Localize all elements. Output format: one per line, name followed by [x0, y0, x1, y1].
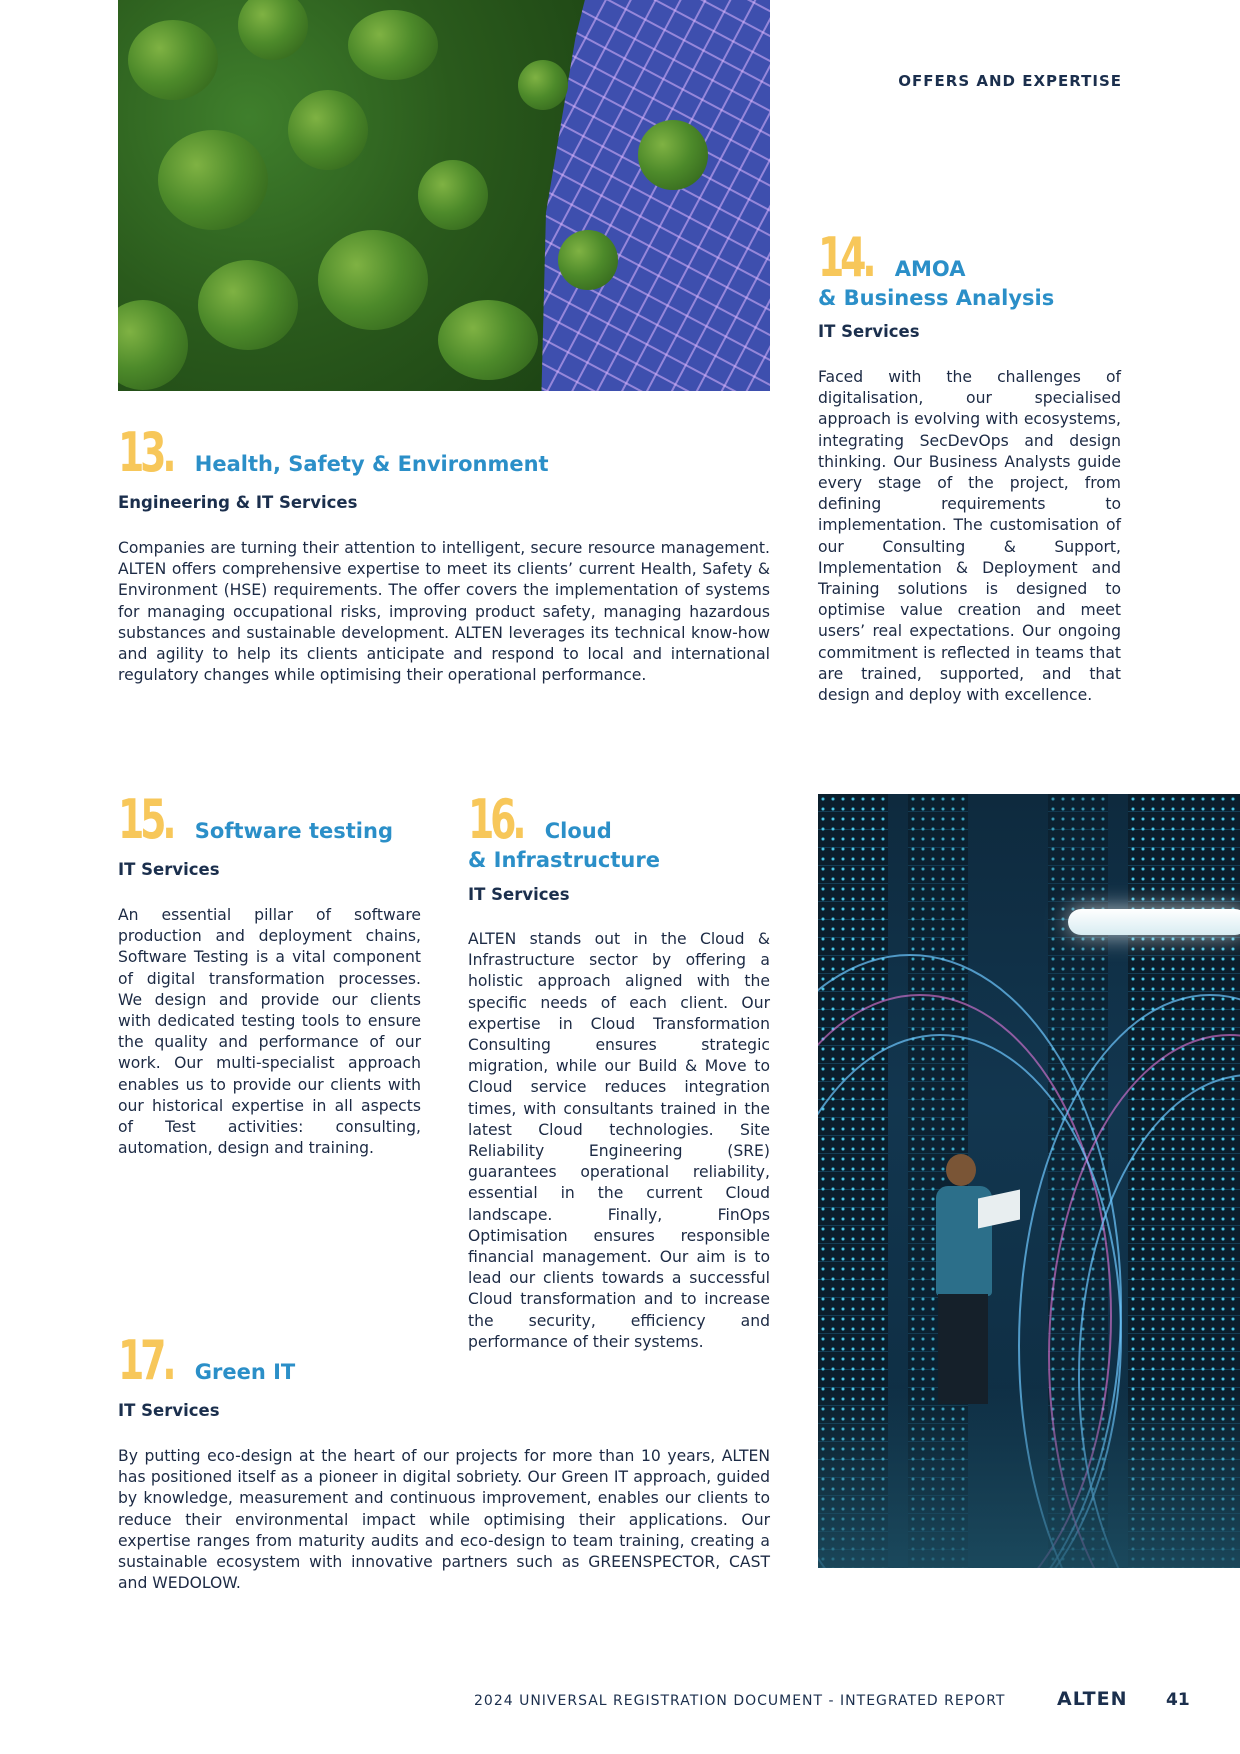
section-17-number: 17. — [118, 1329, 173, 1392]
section-17-title: Green IT — [194, 1360, 296, 1384]
section-header-label: OFFERS AND EXPERTISE — [898, 72, 1122, 90]
section-15-title: Software testing — [194, 819, 393, 843]
section-15-number: 15. — [118, 788, 173, 851]
section-14-title-line2: & Business Analysis — [818, 286, 1055, 310]
section-14-title-line1: AMOA — [894, 257, 966, 281]
alten-logo: ALTEN — [1057, 1688, 1128, 1710]
section-13-body: Companies are turning their attention to intelligent, secure resource management. ALTEN offers comprehensive expertise to meet its clients’ current Health, Safety & Environment (HSE) requirements. The offer covers the implementation of systems for managing occupational risks, improving product safety, managing hazardous substances and sustainable development. ALTEN leverages its technical know-how and agility to help its clients anticipate and respond to local and international regulatory changes while optimising their operational performance. — [118, 539, 770, 685]
section-17-subtitle: IT Services — [118, 1401, 220, 1420]
page-number: 41 — [1166, 1690, 1190, 1710]
section-14-number: 14. — [818, 226, 873, 289]
footer-document-title: 2024 UNIVERSAL REGISTRATION DOCUMENT - INTEGRATED REPORT — [474, 1693, 1006, 1709]
section-16-heading — [468, 788, 778, 873]
section-16-title-line2: & Infrastructure — [468, 848, 660, 872]
section-16-number: 16. — [468, 788, 523, 851]
section-15-subtitle: IT Services — [118, 860, 220, 879]
section-17-heading — [118, 1329, 438, 1392]
section-16-title-line1: Cloud — [544, 819, 612, 843]
section-16-body: ALTEN stands out in the Cloud & Infrastructure sector by offering a holistic approach aligned with the specific needs of each client. Our expertise in Cloud Transformation Consulting ensures strategic migration, while our Build & Move to Cloud service reduces integration times, with consultants trained in the latest Cloud technologies. Site Reliability Engineering (SRE) guarantees operational reliability, essential in the current Cloud landscape. Finally, FinOps Optimisation ensures responsible financial management. Our aim is to lead our clients towards a successful Cloud transformation and to increase the security, efficiency and performance of their systems. — [468, 930, 770, 1351]
solar-forest-image — [118, 0, 770, 391]
section-13-title: Health, Safety & Environment — [194, 452, 549, 476]
section-13-subtitle: Engineering & IT Services — [118, 493, 358, 512]
section-16-subtitle: IT Services — [468, 885, 570, 904]
section-14-body: Faced with the challenges of digitalisation, our specialised approach is evolving with ecosystems, integrating SecDevOps and design thinking. Our Business Analysts guide every stage of the project, from defining requirements to implementation. The customisation of our Consulting & Support, Implementation & Deployment and Training solutions is designed to optimise value creation and meet users’ real expectations. Our ongoing commitment is reflected in teams that are trained, supported, and that design and deploy with excellence. — [818, 368, 1121, 705]
section-15-heading — [118, 788, 438, 851]
section-13-heading — [118, 421, 778, 484]
section-13-number: 13. — [118, 421, 173, 484]
data-center-image — [818, 794, 1240, 1568]
section-17-body: By putting eco-design at the heart of our projects for more than 10 years, ALTEN has positioned itself as a pioneer in digital sobriety. Our Green IT approach, guided by knowledge, measurement and continuous improvement, enables our clients to reduce their environmental impact while optimising their applications. Our expertise ranges from maturity audits and eco-design to team training, creating a sustainable ecosystem with innovative partners such as GREENSPECTOR, CAST and WEDOLOW. — [118, 1447, 770, 1593]
section-15-body: An essential pillar of software production and deployment chains, Software Testing is a vital component of digital transformation processes. We design and provide our clients with dedicated testing tools to ensure the quality and performance of our work. Our multi-specialist approach enables us to provide our clients with our historical expertise in all aspects of Test activities: consulting, automation, design and training. — [118, 906, 421, 1158]
section-14-heading — [818, 226, 1128, 311]
section-14-subtitle: IT Services — [818, 322, 920, 341]
